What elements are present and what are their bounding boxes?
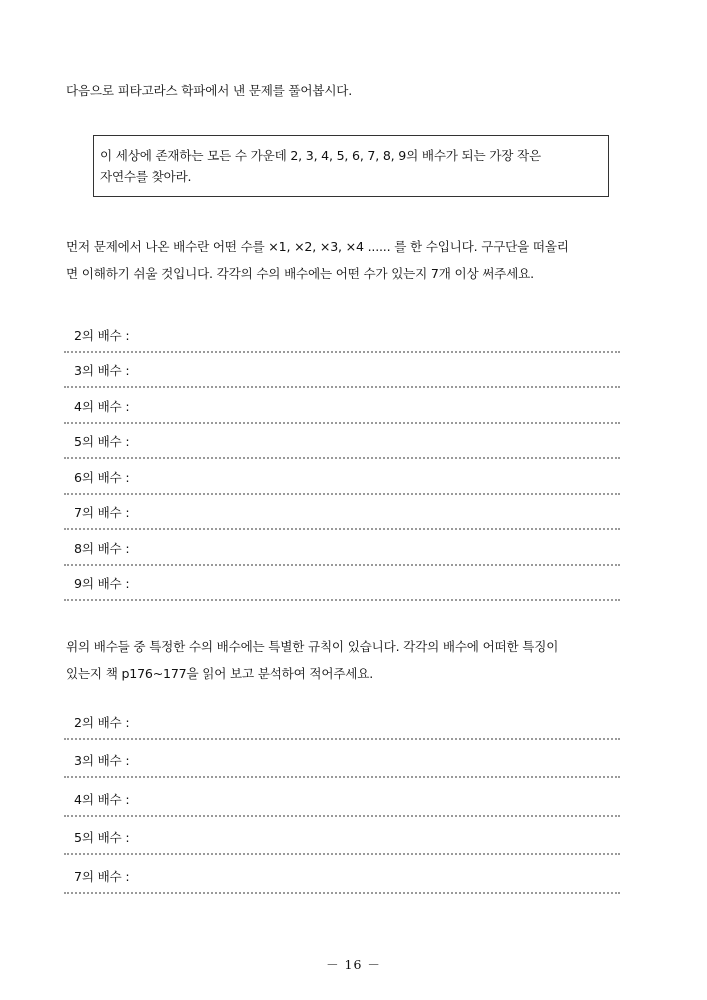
row-label: 5의 배수 : bbox=[74, 434, 130, 449]
analysis-row-4[interactable] bbox=[64, 778, 620, 817]
row-label: 2의 배수 : bbox=[74, 327, 130, 343]
answer-row-6[interactable] bbox=[64, 459, 620, 495]
multiples-list-2 bbox=[64, 701, 620, 894]
row-label: 2의 배수 : bbox=[74, 714, 130, 730]
instruction-2-line-1: 위의 배수들 중 특정한 수의 배수에는 특별한 규칙이 있습니다. 각각의 배수에 어떠한 특징이 bbox=[66, 639, 559, 654]
row-label: 6의 배수 : bbox=[74, 469, 130, 485]
answer-row-8[interactable] bbox=[64, 530, 620, 566]
instruction-paragraph-2 bbox=[66, 633, 646, 687]
row-label: 4의 배수 : bbox=[74, 398, 130, 414]
problem-box bbox=[93, 135, 609, 197]
row-label: 3의 배수 : bbox=[74, 363, 130, 378]
problem-line-1: 이 세상에 존재하는 모든 수 가운데 2, 3, 4, 5, 6, 7, 8, 9의 배수가 되는 가장 작은 bbox=[100, 148, 541, 163]
row-label: 8의 배수 : bbox=[74, 540, 130, 556]
row-label: 7의 배수 : bbox=[74, 868, 130, 884]
instruction-1-line-1: 먼저 문제에서 나온 배수란 어떤 수를 ×1, ×2, ×3, ×4 ...... 를 한 수입니다. 구구단을 떠올리 bbox=[66, 239, 569, 254]
row-label: 7의 배수 : bbox=[74, 505, 130, 520]
answer-row-3[interactable] bbox=[64, 353, 620, 389]
row-label: 4의 배수 : bbox=[74, 791, 130, 807]
answer-row-2[interactable] bbox=[64, 317, 620, 353]
analysis-row-7[interactable] bbox=[64, 855, 620, 894]
instruction-2-line-2: 있는지 책 p176~177을 읽어 보고 분석하여 적어주세요. bbox=[66, 666, 374, 681]
row-label: 3의 배수 : bbox=[74, 753, 130, 768]
multiples-list-1 bbox=[64, 317, 620, 601]
row-label: 5의 배수 : bbox=[74, 830, 130, 845]
instruction-paragraph-1 bbox=[66, 233, 646, 287]
intro-text: 다음으로 피타고라스 학파에서 낸 문제를 풀어봅시다. bbox=[66, 83, 353, 98]
analysis-row-2[interactable] bbox=[64, 701, 620, 740]
answer-row-7[interactable] bbox=[64, 495, 620, 531]
row-label: 9의 배수 : bbox=[74, 576, 130, 591]
answer-row-9[interactable] bbox=[64, 566, 620, 602]
instruction-1-line-2: 면 이해하기 쉬울 것입니다. 각각의 수의 배수에는 어떤 수가 있는지 7개 이상 써주세요. bbox=[66, 266, 534, 281]
analysis-row-5[interactable] bbox=[64, 817, 620, 856]
problem-line-2: 자연수를 찾아라. bbox=[100, 169, 192, 184]
page-number: － 16 － bbox=[326, 957, 381, 972]
answer-row-4[interactable] bbox=[64, 388, 620, 424]
answer-row-5[interactable] bbox=[64, 424, 620, 460]
analysis-row-3[interactable] bbox=[64, 740, 620, 779]
